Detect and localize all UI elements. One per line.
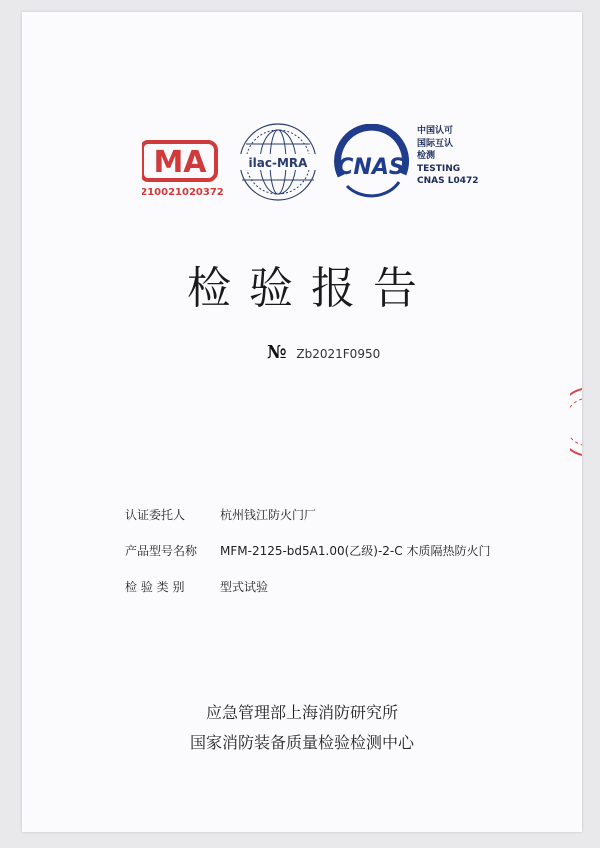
field-row-product — [125, 532, 490, 568]
report-fields — [125, 496, 490, 604]
ma-number: 210021020372 — [142, 187, 224, 198]
cnas-caption-line: 中国认可 — [417, 126, 454, 136]
cnas-caption-line: CNAS L0472 — [417, 176, 479, 186]
ilac-mra-logo — [232, 120, 324, 208]
organization-line-1: 应急管理部上海消防研究所 — [205, 703, 398, 722]
field-row-test-type — [125, 568, 490, 604]
report-number — [267, 342, 380, 363]
cnas-caption — [417, 125, 479, 188]
ilac-mark: ilac-MRA — [248, 156, 308, 170]
field-value: 杭州钱江防火门厂 — [220, 507, 317, 522]
partial-seal-stamp — [570, 387, 582, 457]
field-label: 产品型号名称 — [125, 543, 198, 558]
cnas-caption-line: TESTING — [417, 163, 461, 174]
ma-mark: MA — [153, 145, 207, 180]
cnas-mark: CNAS — [337, 155, 405, 180]
field-label: 认证委托人 — [125, 507, 186, 522]
cnas-caption-line: 检测 — [417, 151, 436, 161]
report-number-value: Zb2021F0950 — [296, 347, 381, 361]
number-sign: № — [267, 342, 287, 363]
field-value: 型式试验 — [220, 579, 269, 594]
cnas-logo — [327, 124, 415, 208]
ma-certification-logo — [142, 132, 227, 212]
field-value: MFM-2125-bd5A1.00(乙级)-2-C 木质隔热防火门 — [220, 543, 491, 558]
organization-line-2: 国家消防装备质量检验检测中心 — [189, 733, 414, 752]
report-title: 检验报告 — [187, 263, 435, 314]
field-row-client — [125, 496, 490, 532]
report-cover-page — [22, 12, 582, 832]
cnas-caption-line: 国际互认 — [417, 138, 454, 149]
field-label: 检 验 类 别 — [125, 579, 185, 594]
